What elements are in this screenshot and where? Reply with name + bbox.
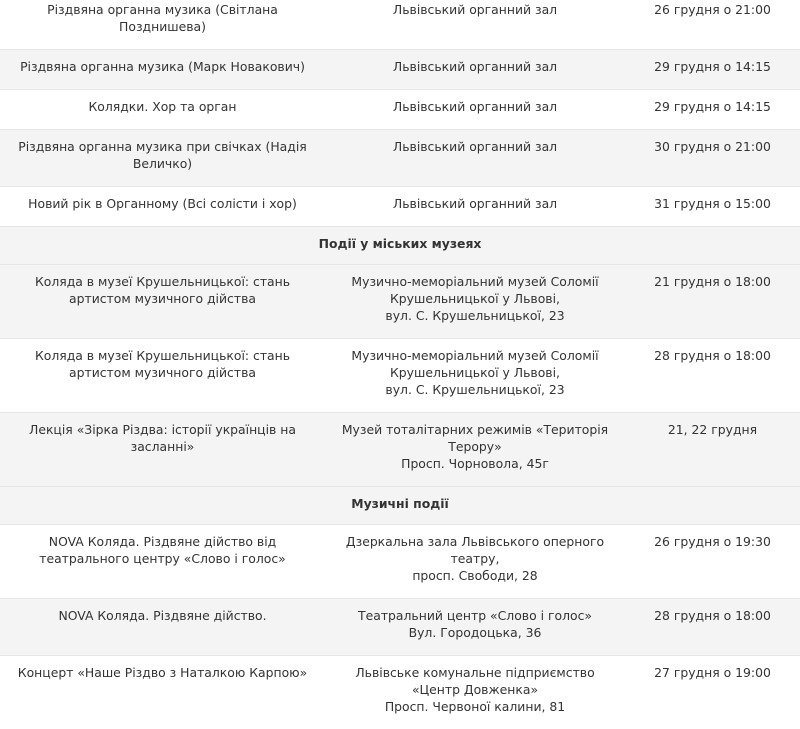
venue-line: Львівське комунальне підприємство «Центр Довженка»: [335, 664, 615, 698]
venue-line: вул. С. Крушельницької, 23: [335, 381, 615, 398]
table-row: [0, 0, 800, 50]
venue-line: Львівський органний зал: [335, 98, 615, 115]
table-row: [0, 187, 800, 227]
section-header-row: [0, 487, 800, 525]
event-date-cell: 28 грудня о 18:00: [625, 339, 800, 413]
venue-cell: [325, 413, 625, 487]
venue-line: Музей тоталітарних режимів «Територія Терору»: [335, 421, 615, 455]
event-name-cell: Колядки. Хор та орган: [0, 90, 325, 130]
venue-cell: [325, 525, 625, 599]
table-row: [0, 265, 800, 339]
event-date-cell: 28 грудня о 18:00: [625, 599, 800, 656]
event-date-cell: 27 грудня о 19:00: [625, 656, 800, 729]
venue-line: Просп. Чорновола, 45г: [335, 455, 615, 472]
venue-cell: [325, 0, 625, 50]
event-date-cell: 29 грудня о 14:15: [625, 90, 800, 130]
table-row: [0, 599, 800, 656]
event-date-cell: 21 грудня о 18:00: [625, 265, 800, 339]
section-title: Музичні події: [0, 487, 800, 525]
table-row: [0, 525, 800, 599]
event-date-cell: 26 грудня о 21:00: [625, 0, 800, 50]
venue-cell: [325, 656, 625, 729]
venue-line: вул. С. Крушельницької, 23: [335, 307, 615, 324]
venue-cell: [325, 50, 625, 90]
venue-cell: [325, 339, 625, 413]
event-name-cell: Різдвяна органна музика (Світлана Позднишева): [0, 0, 325, 50]
event-date-cell: 31 грудня о 15:00: [625, 187, 800, 227]
venue-cell: [325, 265, 625, 339]
venue-cell: [325, 130, 625, 187]
event-name-cell: Коляда в музеї Крушельницької: стань артистом музичного дійства: [0, 265, 325, 339]
event-date-cell: 29 грудня о 14:15: [625, 50, 800, 90]
table-row: [0, 656, 800, 729]
table-row: [0, 50, 800, 90]
venue-line: Львівський органний зал: [335, 1, 615, 18]
venue-line: Львівський органний зал: [335, 195, 615, 212]
event-name-cell: Різдвяна органна музика (Марк Новакович): [0, 50, 325, 90]
event-name-cell: Лекція «Зірка Різдва: історії українців на засланні»: [0, 413, 325, 487]
venue-line: просп. Свободи, 28: [335, 567, 615, 584]
event-date-cell: 26 грудня о 19:30: [625, 525, 800, 599]
section-header-row: [0, 227, 800, 265]
event-name-cell: Різдвяна органна музика при свічках (Надія Величко): [0, 130, 325, 187]
event-name-cell: Новий рік в Органному (Всі солісти і хор): [0, 187, 325, 227]
event-date-cell: 30 грудня о 21:00: [625, 130, 800, 187]
venue-line: Львівський органний зал: [335, 58, 615, 75]
event-name-cell: Концерт «Наше Різдво з Наталкою Карпою»: [0, 656, 325, 729]
venue-line: Львівський органний зал: [335, 138, 615, 155]
table-row: [0, 339, 800, 413]
table-row: [0, 413, 800, 487]
event-name-cell: Коляда в музеї Крушельницької: стань артистом музичного дійства: [0, 339, 325, 413]
section-title: Події у міських музеях: [0, 227, 800, 265]
venue-cell: [325, 599, 625, 656]
venue-line: Музично-меморіальний музей Соломії Крушельницької у Львові,: [335, 347, 615, 381]
venue-cell: [325, 187, 625, 227]
venue-line: Вул. Городоцька, 36: [335, 624, 615, 641]
table-row: [0, 90, 800, 130]
venue-line: Просп. Червоної калини, 81: [335, 698, 615, 715]
venue-cell: [325, 90, 625, 130]
venue-line: Дзеркальна зала Львівського оперного театру,: [335, 533, 615, 567]
event-name-cell: NOVA Коляда. Різдвяне дійство.: [0, 599, 325, 656]
venue-line: Театральний центр «Слово і голос»: [335, 607, 615, 624]
event-date-cell: 21, 22 грудня: [625, 413, 800, 487]
event-name-cell: NOVA Коляда. Різдвяне дійство від театрального центру «Слово і голос»: [0, 525, 325, 599]
table-row: [0, 130, 800, 187]
venue-line: Музично-меморіальний музей Соломії Крушельницької у Львові,: [335, 273, 615, 307]
